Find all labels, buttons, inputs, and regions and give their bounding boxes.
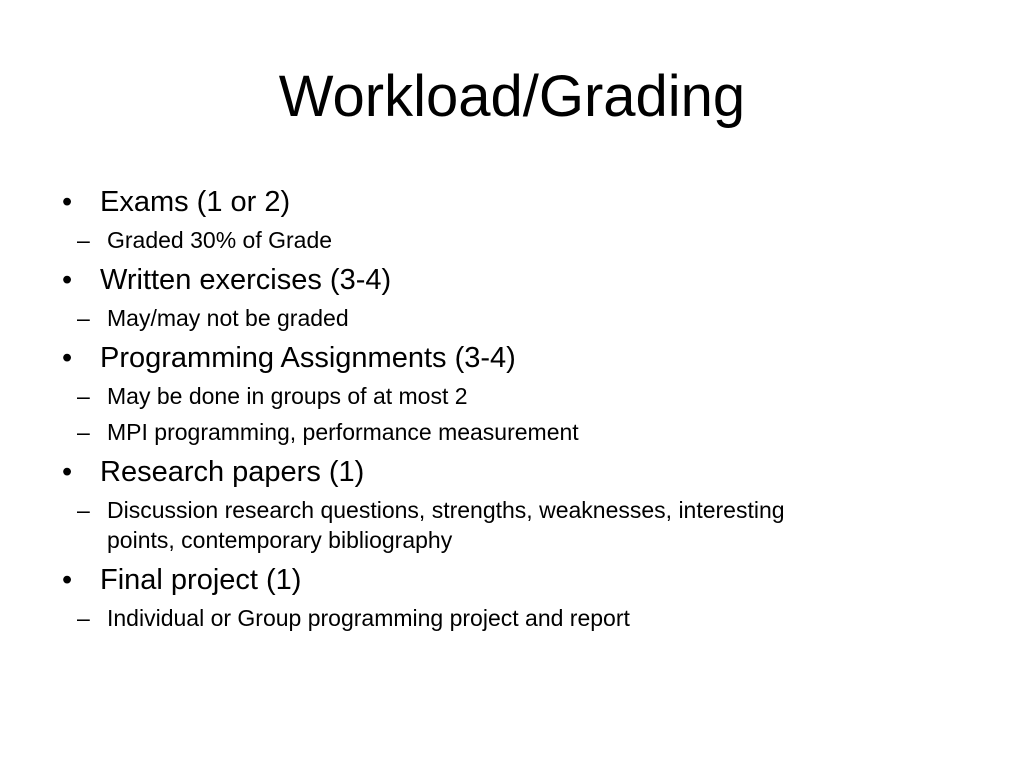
bullet-item-written-exercises: [62, 261, 982, 333]
bullet-marker: •: [62, 456, 73, 488]
bullet-marker: •: [62, 342, 73, 374]
bullet-row: [62, 561, 982, 599]
bullet-text: Exams (1 or 2): [100, 186, 291, 218]
sub-bullet-list: [62, 495, 982, 555]
sub-bullet-item: [62, 603, 837, 633]
bullet-text: Research papers (1): [100, 456, 365, 488]
bullet-text: Written exercises (3-4): [100, 264, 392, 296]
slide-title: Workload/Grading: [278, 64, 746, 129]
bullet-item-exams: [62, 183, 982, 255]
sub-bullet-list: [62, 225, 982, 255]
sub-bullet-marker: –: [77, 497, 90, 523]
sub-bullet-text: Individual or Group programming project and report: [107, 605, 630, 631]
sub-bullet-text: Graded 30% of Grade: [107, 227, 333, 253]
bullet-text: Programming Assignments (3-4): [100, 342, 516, 374]
bullet-item-research-papers: [62, 453, 982, 555]
sub-bullet-list: [62, 603, 982, 633]
sub-bullet-marker: –: [77, 383, 90, 409]
bullet-row: [62, 339, 982, 377]
sub-bullet-item: [62, 381, 837, 411]
bullet-row: [62, 261, 982, 299]
sub-bullet-item: [62, 225, 837, 255]
sub-bullet-item: [62, 303, 837, 333]
bullet-item-programming-assignments: [62, 339, 982, 447]
bullet-text: Final project (1): [100, 564, 302, 596]
sub-bullet-text: MPI programming, performance measurement: [107, 419, 579, 445]
sub-bullet-text: May be done in groups of at most 2: [107, 383, 468, 409]
bullet-marker: •: [62, 186, 73, 218]
sub-bullet-item: [62, 417, 837, 447]
bullet-marker: •: [62, 264, 73, 296]
sub-bullet-marker: –: [77, 605, 90, 631]
bullet-item-final-project: [62, 561, 982, 633]
sub-bullet-list: [62, 303, 982, 333]
bullet-marker: •: [62, 564, 73, 596]
bullet-list: [62, 183, 982, 639]
sub-bullet-list: [62, 381, 982, 447]
sub-bullet-marker: –: [77, 227, 90, 253]
sub-bullet-item: [62, 495, 837, 555]
sub-bullet-marker: –: [77, 419, 90, 445]
bullet-row: [62, 453, 982, 491]
bullet-row: [62, 183, 982, 221]
sub-bullet-marker: –: [77, 305, 90, 331]
sub-bullet-text: Discussion research questions, strengths, weaknesses, interesting points, contemporary bibliography: [107, 497, 785, 553]
sub-bullet-text: May/may not be graded: [107, 305, 349, 331]
